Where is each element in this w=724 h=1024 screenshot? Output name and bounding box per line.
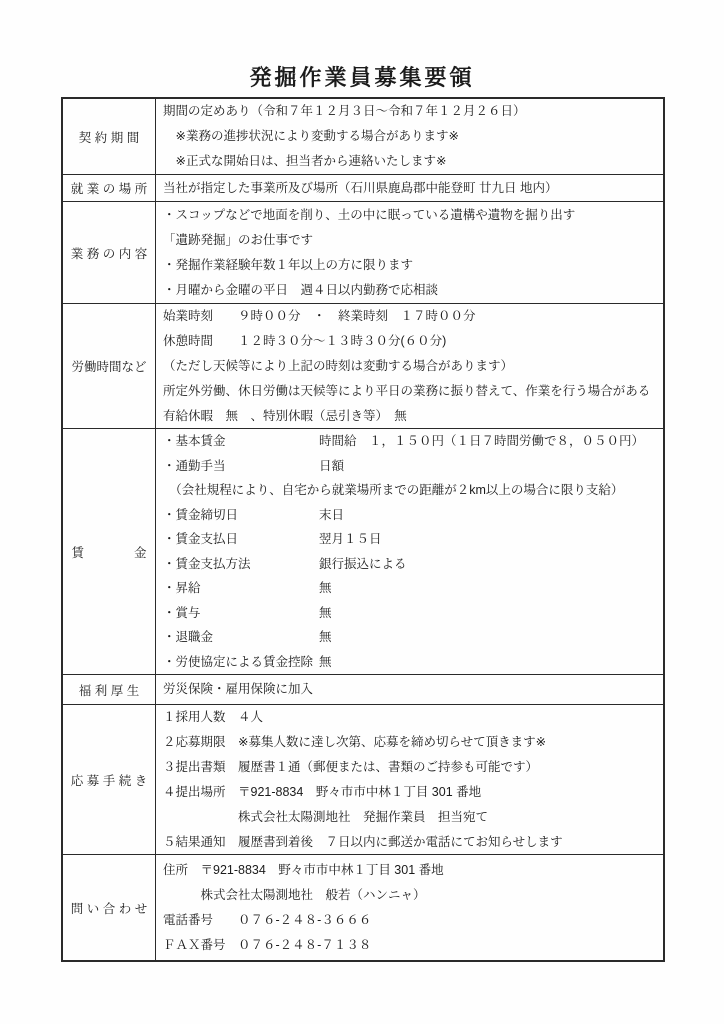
text-line: 期間の定めあり（令和７年１２月３日～令和７年１２月２６日） [163,104,526,118]
row-working-hours [63,304,663,429]
text-line: 所定外労働、休日労働は天候等により平日の業務に振り替えて、作業を行う場合がある [163,383,651,398]
row-job-description [63,202,663,304]
text-line: 労災保険・雇用保険に加入 [163,682,314,696]
text-line: 有給休暇 無 、特別休暇（忌引き等） 無 [163,408,407,423]
text-line: 株式会社太陽測地社 発掘作業員 担当宛て [163,809,489,824]
wage-item-value: 日額 [319,458,345,473]
text-line: １採用人数 ４人 [163,709,264,724]
text-line: 当社が指定した事業所及び場所（石川県鹿島郡中能登町 廿九日 地内） [163,180,558,195]
text-line: ・スコップなどで地面を削り、土の中に眠っている遺構や遺物を掘り出す [163,207,576,222]
wage-item-name: ・基本賃金 [163,434,226,448]
text-line: 住所 〒921-8834 野々市市中林１丁目 301 番地 [163,862,444,877]
text-line: ３提出書類 履歴書１通（郵便または、書類のご持参も可能です） [163,759,539,774]
text-line: ・月曜から金曜の平日 週４日以内勤務で応相談 [163,282,439,297]
row-wages [63,429,663,675]
wage-item-value: 翌月１５日 [319,532,382,546]
row-work-location [63,175,663,202]
wage-item [163,552,663,577]
wage-item-value: 無 [319,605,332,620]
row-label-work-location: 就 業 の 場 所 [63,175,156,201]
contact-phone-line: 電話番号 ０７６-２４８-３６６６ [163,912,372,927]
row-content-wages [156,429,663,674]
row-content-work-location [156,175,663,201]
recruitment-table [61,97,665,962]
wage-item [163,429,663,454]
row-content-application-procedure [156,705,663,854]
text-line: 始業時刻 ９時００分 ・ 終業時刻 １７時００分 [163,308,476,323]
row-label-contract-period: 契 約 期 間 [63,99,156,174]
wage-item-name: ・労使協定による賃金控除 [163,654,314,669]
text-line: 休憩時間 １２時３０分～１３時３０分(６０分) [163,333,447,348]
row-content-welfare [156,675,663,704]
text-line: 株式会社太陽測地社 般若（ハンニャ） [163,887,426,902]
text-line: 「遺跡発掘」のお仕事です [163,232,314,247]
wage-item-value: 無 [319,581,332,595]
text-line: ※正式な開始日は、担当者から連絡いたします※ [163,154,447,168]
wage-item-value: 末日 [319,507,345,522]
document-title: 発掘作業員募集要領 [249,65,475,90]
text-line: ※業務の進捗状況により変動する場合があります※ [163,129,459,143]
text-line: （会社規程により、自宅から就業場所までの距離が２km以上の場合に限り支給） [163,483,624,497]
wage-item [163,601,663,626]
row-label-welfare: 福 利 厚 生 [63,675,156,704]
row-label-working-hours: 労働時間など [63,304,156,428]
row-welfare [63,675,663,705]
wage-item-value: 銀行振込による [319,556,407,571]
row-label-contact: 問 い 合 わ せ [63,855,156,960]
wage-item [163,625,663,650]
wage-item [163,503,663,528]
wage-item-name: ・退職金 [163,630,214,644]
wage-item-value: 時間給 １，１５０円（１日７時間労働で８，０５０円） [319,434,645,448]
text-line: ２応募期限 ※募集人数に達し次第、応募を締め切らせて頂きます※ [163,734,547,749]
row-contract-period [63,99,663,175]
wage-item-value: 無 [319,654,332,669]
wage-item-name: ・賃金支払日 [163,532,239,546]
wage-item-name: ・賃金締切日 [163,507,239,522]
wage-item [163,454,663,479]
wage-item-name: ・昇給 [163,581,201,595]
row-content-working-hours [156,304,663,428]
row-contact [63,855,663,960]
text-line: （ただし天候等により上記の時刻は変動する場合があります） [163,358,514,373]
wage-item [163,576,663,601]
row-content-job-description [156,202,663,303]
row-label-job-description: 業 務 の 内 容 [63,202,156,303]
row-content-contact [156,855,663,960]
text-line: ５結果通知 履歴書到着後 ７日以内に郵送か電話にてお知らせします [163,834,563,849]
text-line: ・発掘作業経験年数１年以上の方に限ります [163,257,414,272]
row-application-procedure [63,705,663,855]
row-content-contract-period [156,99,663,174]
wage-item [163,527,663,552]
wage-item-value: 無 [319,630,332,644]
contact-fax-line: ＦＡＸ番号 ０７６-２４８-７１３８ [163,937,372,952]
wage-item-name: ・賃金支払方法 [163,556,251,571]
wage-item [163,650,663,675]
row-label-application-procedure: 応 募 手 続 き [63,705,156,854]
row-label-wages: 賃 金 [63,429,156,674]
wage-item-name: ・通勤手当 [163,458,226,473]
text-line: ４提出場所 〒921-8834 野々市市中林１丁目 301 番地 [163,784,482,799]
wage-item-name: ・賞与 [163,605,201,620]
